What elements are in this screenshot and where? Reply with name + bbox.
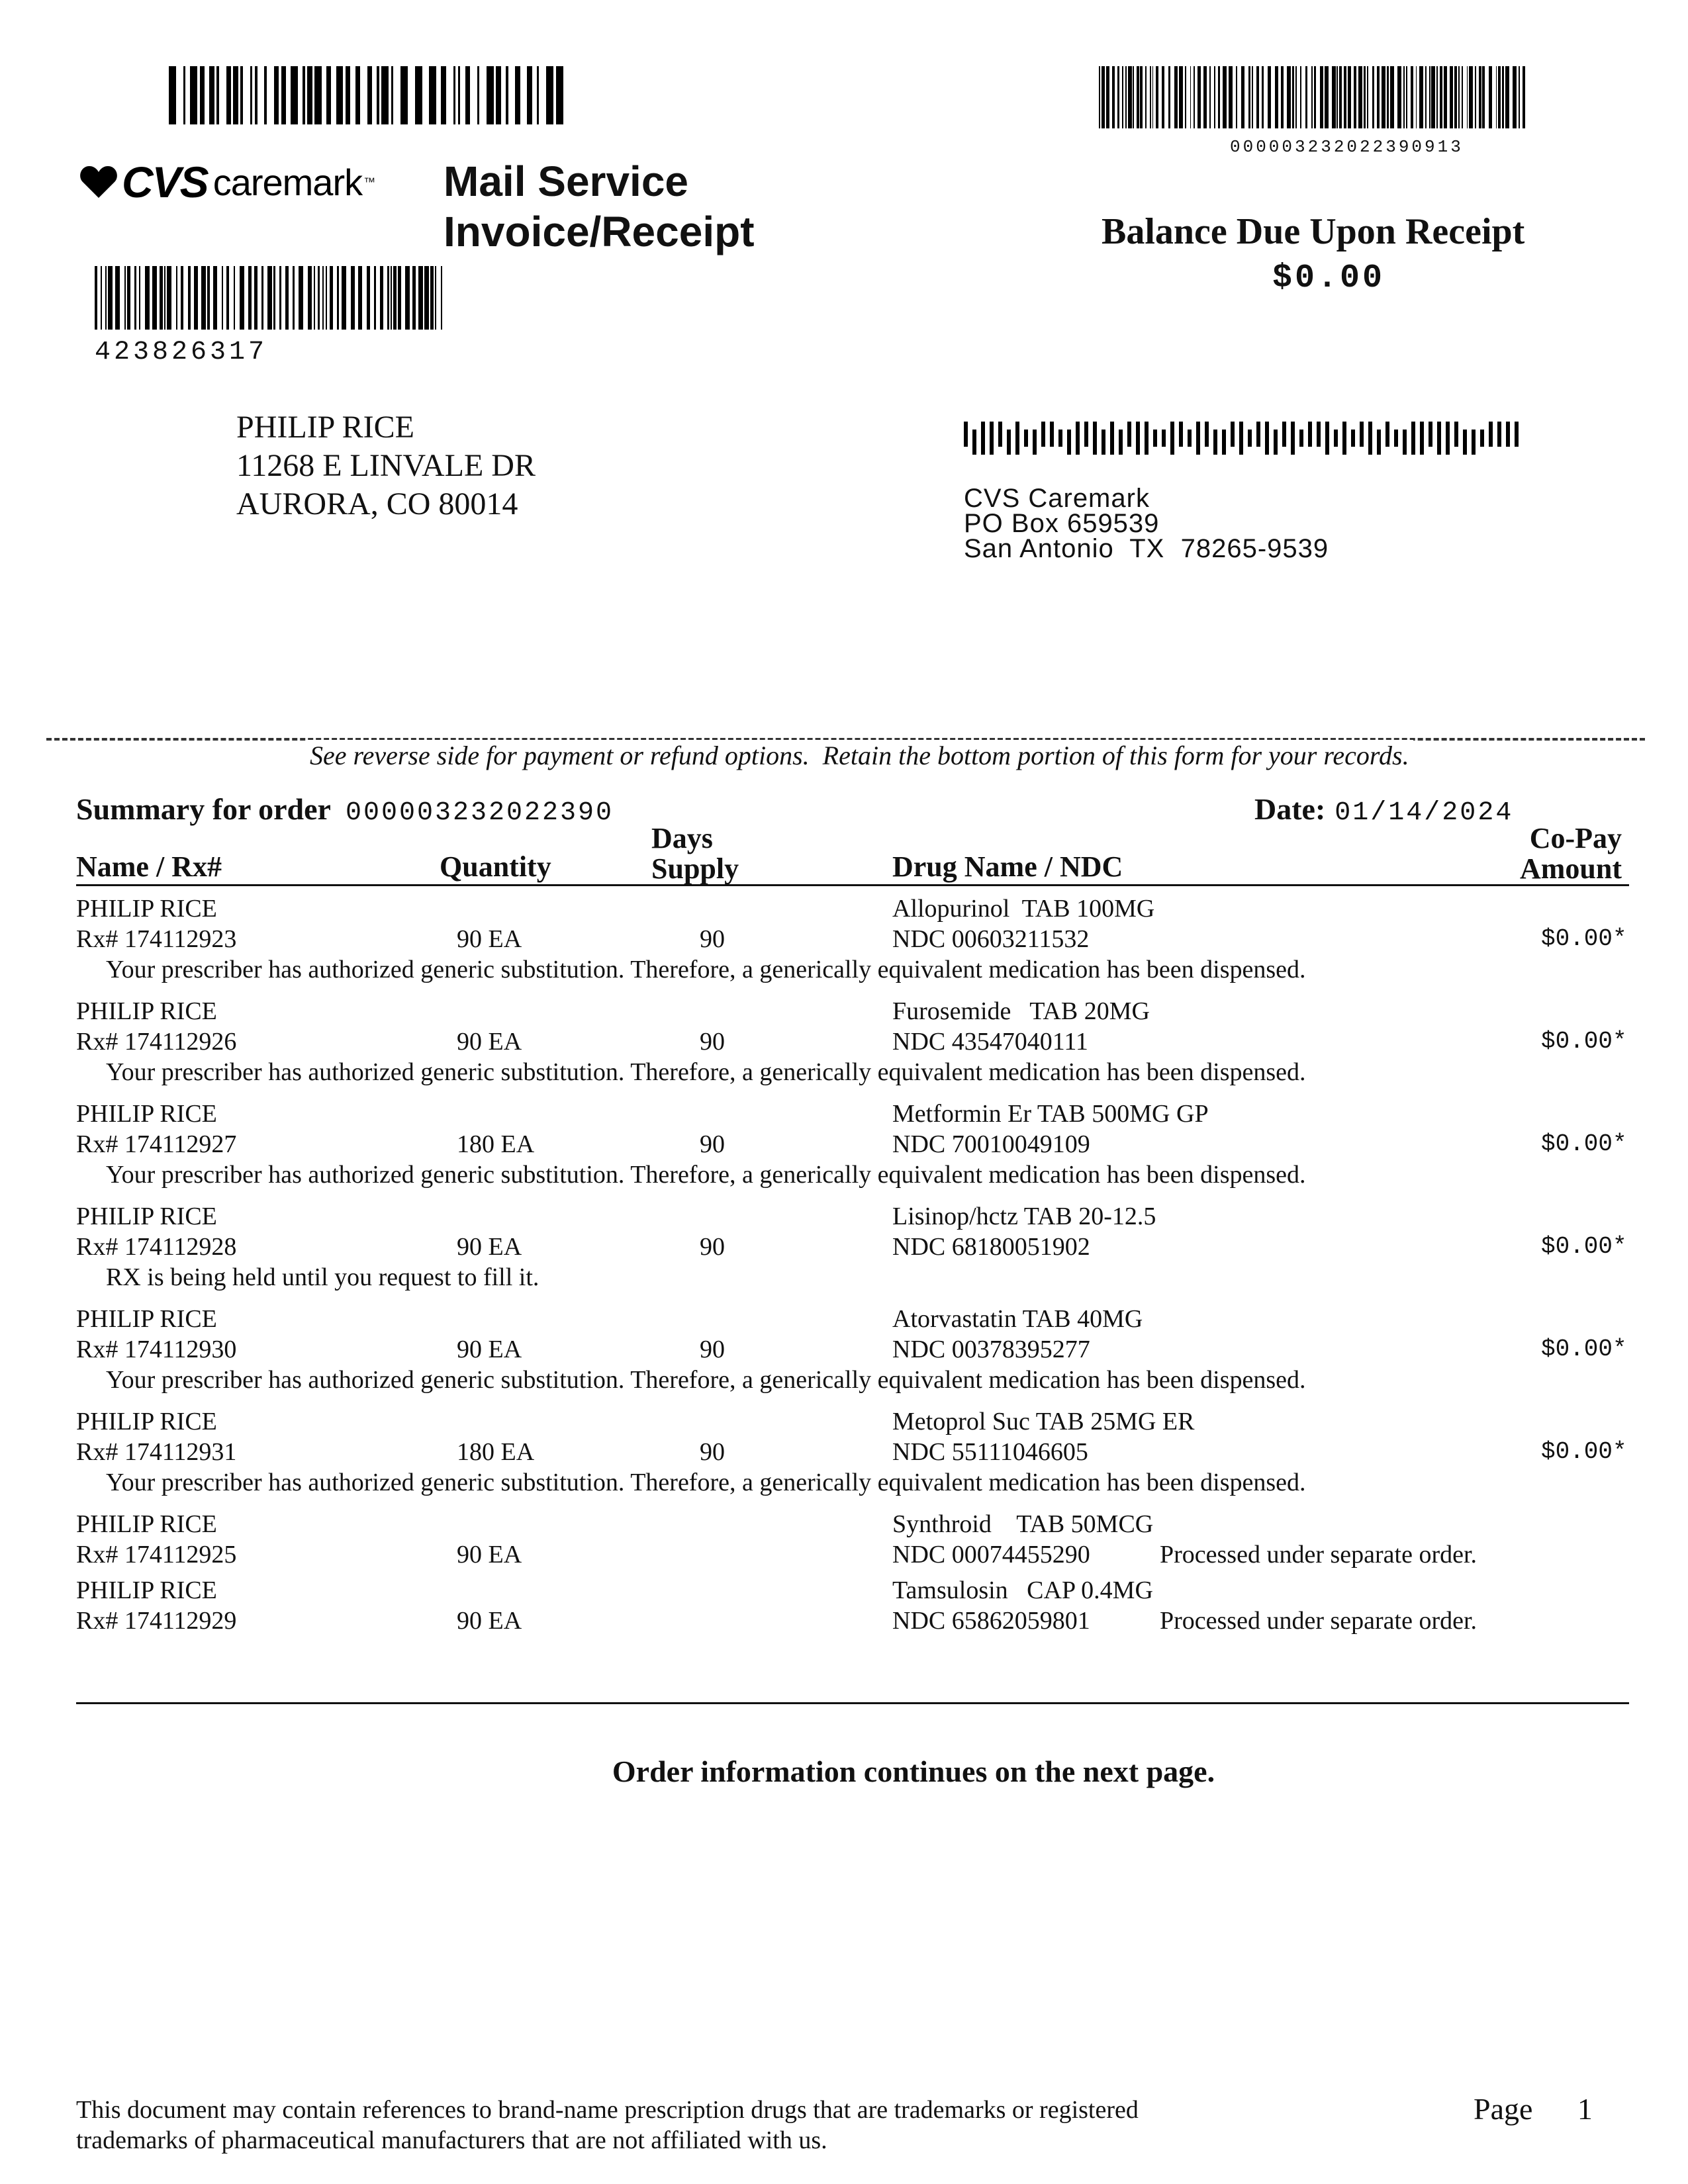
row-drug-name: Tamsulosin CAP 0.4MG <box>892 1576 1153 1604</box>
row-quantity: 90 EA <box>457 1233 522 1261</box>
disclaimer-line-2: trademarks of pharmaceutical manufacturers that are not affiliated with us. <box>76 2126 827 2154</box>
row-name: PHILIP RICE <box>76 895 217 923</box>
row-drug-name: Synthroid TAB 50MCG <box>892 1510 1154 1538</box>
row-name: PHILIP RICE <box>76 1510 217 1538</box>
row-days-supply: 90 <box>700 925 725 953</box>
row-rx-number: Rx# 174112928 <box>76 1233 237 1261</box>
customer-address-block <box>236 408 536 523</box>
table-row <box>0 1304 1688 1406</box>
page-indicator <box>1474 2091 1593 2126</box>
footer-disclaimer <box>76 2095 1139 2156</box>
row-copay: $0.00* <box>1541 1233 1627 1260</box>
logo-trademark: ™ <box>363 175 376 189</box>
title-line-2: Invoice/Receipt <box>444 208 755 255</box>
summary-header <box>76 792 614 828</box>
summary-label: Summary for order <box>76 792 331 826</box>
row-name: PHILIP RICE <box>76 1203 217 1230</box>
row-quantity: 90 EA <box>457 1541 522 1569</box>
row-ndc: NDC 00603211532 <box>892 925 1090 953</box>
row-quantity: 180 EA <box>457 1438 535 1466</box>
header-copay <box>1520 823 1622 884</box>
row-ndc: NDC 55111046605 <box>892 1438 1088 1466</box>
row-drug-name: Allopurinol TAB 100MG <box>892 895 1155 923</box>
customer-city-state-zip: AURORA, CO 80014 <box>236 486 518 522</box>
row-name: PHILIP RICE <box>76 997 217 1025</box>
header-name-rx: Name / Rx# <box>76 850 222 883</box>
instructions-text: See reverse side for payment or refund options. Retain the bottom portion of this form for your records. <box>306 740 1413 771</box>
row-ndc: NDC 00378395277 <box>892 1336 1090 1363</box>
header-rule <box>76 884 1629 886</box>
row-copay: $0.00* <box>1541 1438 1627 1465</box>
customer-name: PHILIP RICE <box>236 410 414 445</box>
row-copay: $0.00* <box>1541 1336 1627 1363</box>
row-quantity: 90 EA <box>457 1607 522 1635</box>
return-address-line-3: San Antonio TX 78265-9539 <box>964 534 1329 563</box>
row-ndc: NDC 43547040111 <box>892 1028 1088 1056</box>
row-rx-number: Rx# 174112927 <box>76 1130 237 1158</box>
bottom-rule <box>76 1702 1629 1704</box>
cvs-caremark-logo <box>79 156 375 208</box>
row-rx-number: Rx# 174112929 <box>76 1607 237 1635</box>
header-copay-line2: Amount <box>1520 852 1622 885</box>
heart-icon <box>79 165 118 199</box>
header-days-supply <box>651 823 739 884</box>
row-side-note: Processed under separate order. <box>1160 1541 1477 1569</box>
table-row <box>0 1201 1688 1304</box>
row-note: Your prescriber has authorized generic substitution. Therefore, a generically equivalent medication has been dispensed. <box>106 1366 1306 1394</box>
header-supply: Supply <box>651 852 739 885</box>
row-rx-number: Rx# 174112925 <box>76 1541 237 1569</box>
document-title <box>444 156 755 257</box>
balance-due-amount: $0.00 <box>1272 259 1385 297</box>
table-row <box>0 996 1688 1099</box>
row-ndc: NDC 70010049109 <box>892 1130 1090 1158</box>
row-rx-number: Rx# 174112931 <box>76 1438 237 1466</box>
customer-id-barcode <box>95 266 444 330</box>
row-copay: $0.00* <box>1541 925 1627 952</box>
disclaimer-line-1: This document may contain references to brand-name prescription drugs that are trademarks or registered <box>76 2096 1139 2124</box>
header-copay-line1: Co-Pay <box>1529 822 1622 854</box>
row-days-supply: 90 <box>700 1028 725 1056</box>
header-days: Days <box>651 822 713 854</box>
row-copay: $0.00* <box>1541 1130 1627 1158</box>
row-rx-number: Rx# 174112923 <box>76 925 237 953</box>
row-rx-number: Rx# 174112930 <box>76 1336 237 1363</box>
customer-barcode-number: 423826317 <box>95 338 268 367</box>
row-quantity: 180 EA <box>457 1130 535 1158</box>
page-label: Page <box>1474 2092 1533 2126</box>
return-address-line-1: CVS Caremark <box>964 484 1150 513</box>
row-note: Your prescriber has authorized generic substitution. Therefore, a generically equivalent medication has been dispensed. <box>106 956 1306 983</box>
row-note: Your prescriber has authorized generic substitution. Therefore, a generically equivalent medication has been dispensed. <box>106 1161 1306 1189</box>
title-line-1: Mail Service <box>444 158 688 205</box>
table-row <box>0 1575 1688 1678</box>
date-value: 01/14/2024 <box>1335 798 1514 828</box>
row-name: PHILIP RICE <box>76 1100 217 1128</box>
row-days-supply: 90 <box>700 1336 725 1363</box>
balance-due-label: Balance Due Upon Receipt <box>1102 211 1525 252</box>
return-address-line-2: PO Box 659539 <box>964 509 1160 538</box>
header-quantity: Quantity <box>440 850 551 883</box>
order-number: 000003232022390 <box>345 798 614 828</box>
row-note: RX is being held until you request to fill it. <box>106 1263 539 1291</box>
customer-street: 11268 E LINVALE DR <box>236 448 536 483</box>
row-days-supply: 90 <box>700 1233 725 1261</box>
row-drug-name: Atorvastatin TAB 40MG <box>892 1305 1143 1333</box>
date-label: Date: <box>1254 792 1326 826</box>
row-days-supply: 90 <box>700 1130 725 1158</box>
postal-barcode <box>964 422 1526 455</box>
order-barcode-number: 000003232022390913 <box>1230 137 1464 157</box>
header-drug-ndc: Drug Name / NDC <box>892 850 1123 883</box>
row-note: Your prescriber has authorized generic substitution. Therefore, a generically equivalent medication has been dispensed. <box>106 1058 1306 1086</box>
row-ndc: NDC 68180051902 <box>892 1233 1090 1261</box>
row-name: PHILIP RICE <box>76 1576 217 1604</box>
row-quantity: 90 EA <box>457 1028 522 1056</box>
row-drug-name: Metoprol Suc TAB 25MG ER <box>892 1408 1195 1435</box>
page-number: 1 <box>1577 2092 1593 2126</box>
logo-cvs-text: CVS <box>122 158 208 206</box>
customer-top-barcode <box>169 66 566 124</box>
table-row <box>0 893 1688 996</box>
row-drug-name: Furosemide TAB 20MG <box>892 997 1150 1025</box>
table-row <box>0 1099 1688 1201</box>
row-name: PHILIP RICE <box>76 1408 217 1435</box>
table-row <box>0 1406 1688 1509</box>
logo-caremark-text: caremark <box>212 161 363 203</box>
row-quantity: 90 EA <box>457 925 522 953</box>
return-address-block <box>964 486 1329 561</box>
order-date <box>1254 792 1513 828</box>
row-rx-number: Rx# 174112926 <box>76 1028 237 1056</box>
row-side-note: Processed under separate order. <box>1160 1607 1477 1635</box>
row-drug-name: Lisinop/hctz TAB 20-12.5 <box>892 1203 1156 1230</box>
row-quantity: 90 EA <box>457 1336 522 1363</box>
row-ndc: NDC 00074455290 <box>892 1541 1090 1569</box>
row-note: Your prescriber has authorized generic substitution. Therefore, a generically equivalent medication has been dispensed. <box>106 1469 1306 1496</box>
row-ndc: NDC 65862059801 <box>892 1607 1090 1635</box>
continues-notice: Order information continues on the next page. <box>612 1754 1215 1788</box>
row-name: PHILIP RICE <box>76 1305 217 1333</box>
order-barcode <box>1099 66 1529 128</box>
row-drug-name: Metformin Er TAB 500MG GP <box>892 1100 1209 1128</box>
row-copay: $0.00* <box>1541 1028 1627 1055</box>
row-days-supply: 90 <box>700 1438 725 1466</box>
